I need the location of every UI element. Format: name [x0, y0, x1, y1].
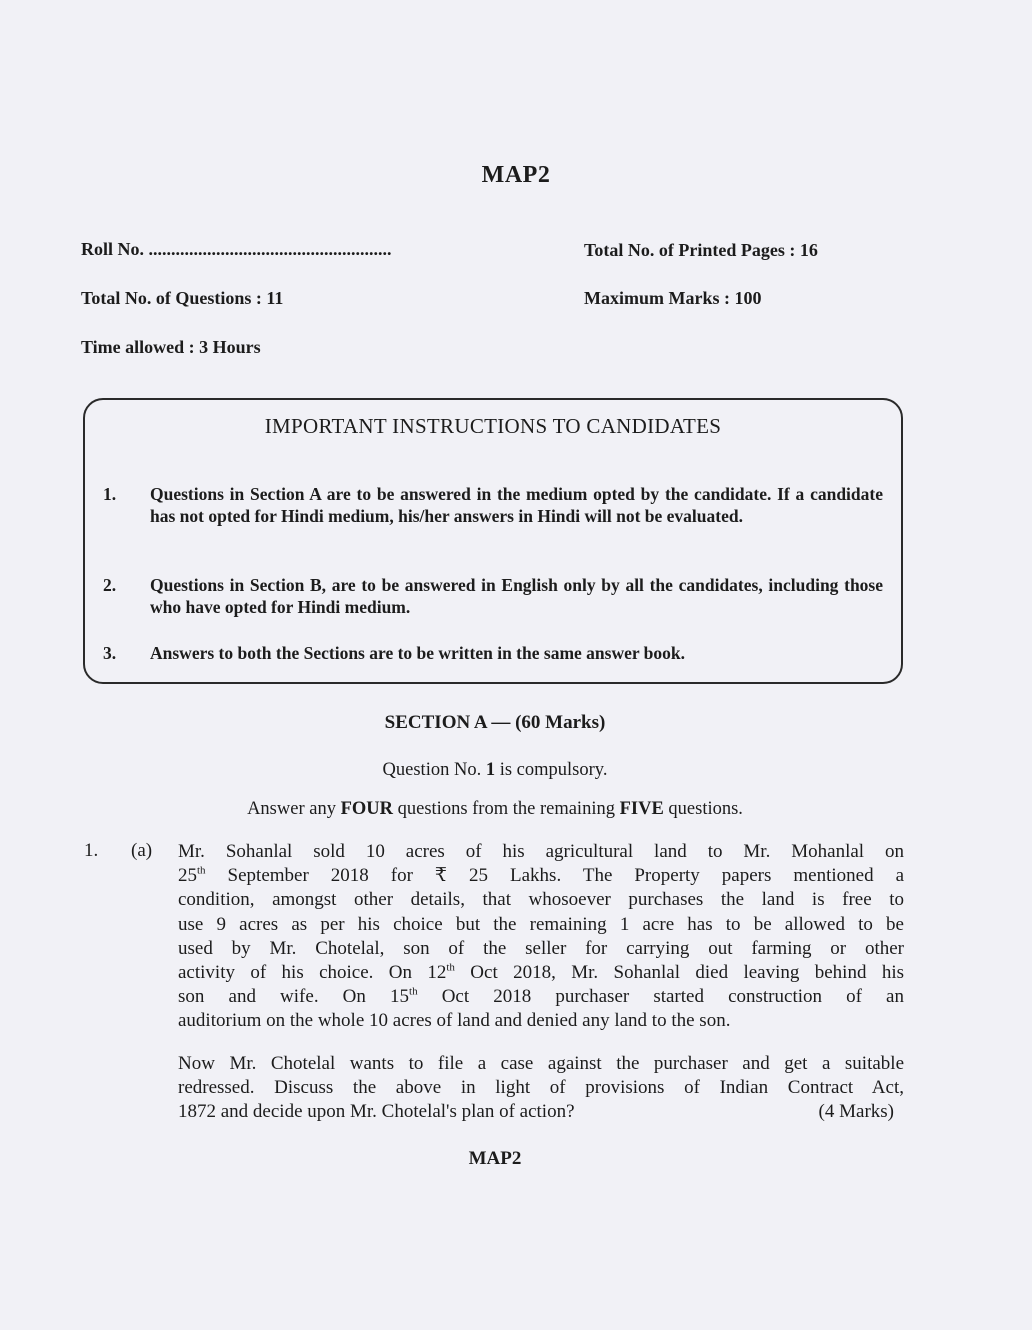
line-text: Oct 2018 purchaser started construction of an: [417, 986, 904, 1008]
answer-count-four: FOUR: [340, 799, 393, 819]
instruction-item: [103, 483, 883, 527]
paper-code-footer: MAP2: [468, 1148, 522, 1169]
answer-text-end: questions.: [663, 799, 743, 819]
question-number: 1.: [84, 840, 99, 861]
instruction-item: [103, 574, 883, 618]
question-part: (a): [131, 840, 153, 861]
answer-text-start: Answer any: [247, 799, 341, 819]
question-marks: (4 Marks): [818, 1101, 894, 1123]
date-suffix: th: [197, 864, 206, 877]
question-line: [178, 961, 904, 985]
question-paragraph: [178, 1052, 904, 1125]
compulsory-note: [0, 760, 990, 781]
answer-instruction: [0, 799, 990, 820]
line-text: 1872 and decide upon Mr. Chotelal's plan of action?: [178, 1101, 575, 1123]
question-line: condition, amongst other details, that whosoever purchases the land is free to: [178, 889, 904, 911]
date-day: 25: [178, 865, 197, 887]
compulsory-question-number: 1: [485, 760, 496, 780]
instruction-item: [103, 642, 883, 664]
question-line: redressed. Discuss the above in light of provisions of Indian Contract Act,: [178, 1076, 904, 1098]
roll-number-label: Roll No.: [81, 239, 144, 259]
total-questions: Total No. of Questions : 11: [81, 288, 284, 308]
line-text: Oct 2018, Mr. Sohanlal died leaving behind his: [454, 962, 904, 984]
compulsory-text-start: Question No.: [382, 760, 486, 780]
question-line: [178, 1100, 904, 1124]
printed-pages-count: Total No. of Printed Pages : 16: [584, 240, 818, 260]
instruction-text: Answers to both the Sections are to be written in the same answer book.: [150, 643, 686, 663]
section-heading: SECTION A — (60 Marks): [384, 712, 606, 733]
instruction-number: 1.: [103, 484, 117, 504]
paper-code-header: MAP2: [481, 162, 551, 188]
question-line: Mr. Sohanlal sold 10 acres of his agricultural land to Mr. Mohanlal on: [178, 841, 904, 862]
question-paragraph: [178, 840, 904, 1034]
date-suffix: th: [409, 985, 418, 998]
line-text: son and wife. On 15: [178, 986, 410, 1008]
question-line: [178, 985, 904, 1009]
roll-number-blank: ......................................................: [148, 239, 392, 259]
line-text: September 2018 for ₹ 25 Lakhs. The Property papers mentioned a: [205, 865, 904, 887]
date-suffix: th: [446, 961, 455, 974]
line-text: activity of his choice. On 12: [178, 962, 447, 984]
instruction-number: 3.: [103, 643, 117, 663]
question-line: Now Mr. Chotelal wants to file a case against the purchaser and get a suitable: [178, 1052, 904, 1074]
question-line: use 9 acres as per his choice but the remaining 1 acre has to be allowed to be: [178, 913, 904, 935]
question-body: [178, 840, 904, 1124]
instructions-title: IMPORTANT INSTRUCTIONS TO CANDIDATES: [264, 414, 722, 438]
compulsory-text-end: is compulsory.: [495, 760, 608, 780]
answer-count-five: FIVE: [619, 799, 664, 819]
question-line: used by Mr. Chotelal, son of the seller for carrying out farming or other: [178, 937, 904, 959]
instruction-text: Questions in Section A are to be answered in the medium opted by the candidate. If a candidate has not opted for Hindi medium, his/her answers in Hindi will not be evaluated.: [150, 484, 883, 526]
question-line: [178, 864, 904, 888]
answer-text-mid: questions from the remaining: [393, 799, 620, 819]
instruction-text: Questions in Section B, are to be answered in English only by all the candidates, including those who have opted for Hindi medium.: [150, 575, 883, 617]
instruction-number: 2.: [103, 575, 117, 595]
roll-number-field: [81, 239, 392, 260]
instructions-box: [83, 398, 903, 684]
question-line: auditorium on the whole 10 acres of land and denied any land to the son.: [178, 1010, 731, 1032]
maximum-marks: Maximum Marks : 100: [584, 288, 762, 308]
time-allowed: Time allowed : 3 Hours: [81, 337, 261, 357]
